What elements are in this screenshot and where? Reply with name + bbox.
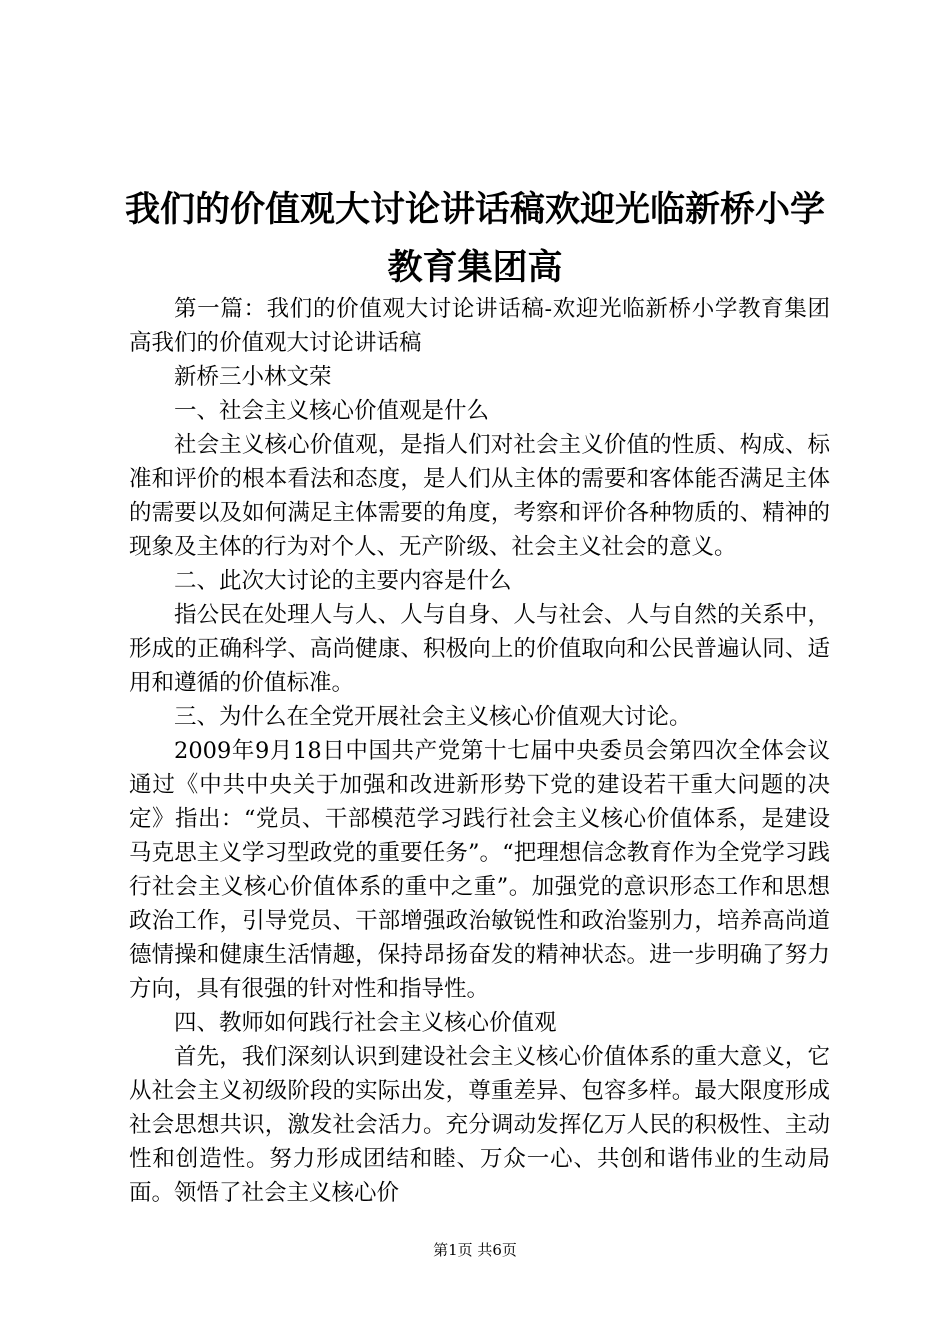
section-heading-2: 二、此次大讨论的主要内容是什么 (174, 568, 512, 594)
page-footer: 第1页 共6页 (433, 1241, 517, 1259)
section-heading-3: 三、为什么在全党开展社会主义核心价值观大讨论。 (174, 704, 692, 730)
section-heading-1: 一、社会主义核心价值观是什么 (174, 398, 490, 424)
paragraph-section-4: 首先，我们深刻认识到建设社会主义核心价值体系的重大意义，它从社会主义初级阶段的实际出发，尊重差异、包容多样。最大限度形成社会思想共识，激发社会活力。充分调动发挥亿万人民的积极性、主动性和创造性。努力形成团结和睦、万众一心、共创和谐伟业的生动局面。领悟了社会主义核心价 (129, 1044, 830, 1206)
document-title-line-2: 教育集团高 (387, 248, 563, 288)
document-body (129, 292, 830, 1210)
paragraph-section-2: 指公民在处理人与人、人与自身、人与社会、人与自然的关系中，形成的正确科学、高尚健康、积极向上的价值取向和公民普遍认同、适用和遵循的价值标准。 (129, 602, 830, 696)
paragraph-section-3: 2009年9月18日中国共产党第十七届中央委员会第四次全体会议通过《中共中央关于加强和改进新形势下党的建设若干重大问题的决定》指出：“党员、干部模范学习践行社会主义核心价值体系，是建设马克思主义学习型政党的重要任务”。“把理想信念教育作为全党学习践行社会主义核心价值体系的重中之重”。加强党的意识形态工作和思想政治工作，引导党员、干部增强政治敏锐性和政治鉴别力，培养高尚道德情操和健康生活情趣，保持昂扬奋发的精神状态。进一步明确了努力方向，具有很强的针对性和指导性。 (129, 738, 830, 1002)
paragraph-intro: 第一篇：我们的价值观大讨论讲话稿-欢迎光临新桥小学教育集团高我们的价值观大讨论讲话稿 (129, 296, 830, 356)
document-title-line-1: 我们的价值观大讨论讲话稿欢迎光临新桥小学 (124, 190, 825, 230)
paragraph-author: 新桥三小林文荣 (174, 364, 332, 390)
section-heading-4: 四、教师如何践行社会主义核心价值观 (174, 1010, 557, 1036)
paragraph-section-1: 社会主义核心价值观，是指人们对社会主义价值的性质、构成、标准和评价的根本看法和态度，是人们从主体的需要和客体能否满足主体的需要以及如何满足主体需要的角度，考察和评价各种物质的、精神的现象及主体的行为对个人、无产阶级、社会主义社会的意义。 (129, 432, 830, 560)
